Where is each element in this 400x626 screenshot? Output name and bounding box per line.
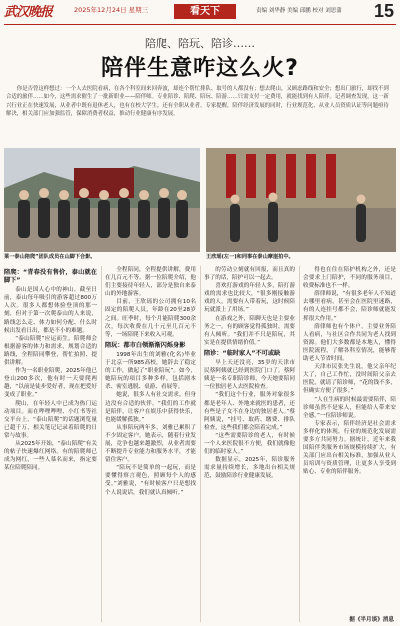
paragraph: “人在生病的时候最需要陪伴，陪诊师虽然不是家人，但能给人带来安全感。”一位陪诊师说。 [303, 396, 396, 419]
page-header [0, 0, 400, 24]
cliff-photo-image [206, 148, 396, 252]
paragraph: 专家表示，陪伴经济是社会需求多样化的体现，行业的规范化发展需要多方共同努力。据统计，近年来我国陪伴类服务市场规模持续扩大，有关部门应出台相关标准，加强从业人员培训与资质管理，让更多人享受到贴心、专业的陪伴服务。 [303, 420, 396, 476]
right-photo-caption: 王欣瑶(左一)和同事在泰山摩崖拍中。 [206, 254, 294, 260]
column-divider [101, 266, 102, 622]
paragraph: 1998年出生的刘雅(化名)毕业于北京一所985高校，她辞去了稳定的工作，做起了“职业陪玩”。如今，她陪玩的项目多种多样，包括剧本杀、密室逃脱、桌游、看展等。 [105, 351, 196, 391]
article-source: 据《半月谈》消息 [349, 617, 394, 623]
group-photo-image [4, 148, 200, 252]
header-rule [4, 24, 396, 25]
section-subhead: 陪玩：都市白领渐渐闪烁身影 [105, 341, 186, 349]
paragraph: 目前，王欣瑶的公司拥有10名固定的陪爬人员，年龄在20至28岁之间。旺季时，每个月能陪爬300余次，每次收费在几十元至几百元不等，一场陪爬下来收入可观。 [105, 299, 196, 338]
dateline: 2025年12月24日 星期三 [74, 6, 149, 14]
column-divider [200, 266, 201, 622]
paragraph: 在游戏之外，陪聊天也是主要业务之一。有的顾客觉得孤独时，需要有人倾听。“我们并不只是陪玩，其实是在提供情绪价值。” [204, 315, 295, 346]
editor-credits: 责编 刘华静 美编 邱鹏 校对 刘思蒲 [256, 8, 342, 14]
paragraph: “陪玩不是简单的一起玩，而是要懂得察言观色，照顾每个人的感受。”刘雅说，“有时候客户只是想找个人说说话，我们就认真倾听。” [105, 465, 196, 496]
paragraph: 作为一名职业陪爬，2025年他已登山200多次，他有时一天要爬两趟，“以前是徒步爱好者，现在把爱好变成了职业。” [4, 368, 97, 399]
paragraph: 从2025年开始，“泰山陪爬”有关的帖子快速爆红网络。有的陪爬师已成为网红，一些人慕名而来，指定要某位陪爬陪同。 [4, 440, 97, 472]
section-badge: 看天下 [174, 4, 236, 19]
cliff-photo [206, 148, 396, 252]
paragraph: 薛律师也有个体户，主要业务陪人看病，与社区合作共同为老人找到资源。他们大多数都是本地人，懂得医院流程，了解各科室情况，能够帮助老人节省时间。 [303, 323, 396, 363]
article-column-4 [303, 266, 396, 612]
article-headline: 陪伴生意咋这么火? [101, 56, 299, 81]
paragraph: “我们这个行业，服务对象很多都是老年人、外地来就医的患者，还有些是子女不在身边的独居老人。”蔡阿姨说，“挂号、取药、缴费、排队检查，这些我们都会陪着完成。” [204, 392, 295, 431]
paragraph: 全程陪同，全程提供讲解，费用在几百元不等。据一位陪爬介绍，他们主要接待年轻人，部分是独自来泰山的外地游客。 [105, 267, 196, 298]
section-subhead: 陪爬：“青春没有售价，泰山就在脚下” [4, 269, 97, 285]
article-lead: 你是否曾这样想过：一个人去医院看病，在各个科室间来回奔波，却连个帮忙排队、取号的人都没有；想去爬山，又顾虑路线和安全；想出门旅行，却找不到合适的旅伴……如今，这些需求催生了一批新职业——陪伴师。专业陪诊、陪爬、陪玩、陪游……只需支付一定费用，就能找到有人陪伴。记者调查发现，这一新兴行业正在快速发展，从业者中既有退休老人，也有在校大学生，还有全职从业者。专家提醒，陪伴经济发展的同时，行业规范化、从业人员资质认证等问题亟待解决，相关部门应加强监管，保障消费者权益，推动行业健康有序发展。 [6, 86, 389, 118]
page-number: 15 [373, 1, 394, 21]
article-column-1 [4, 266, 97, 622]
paragraph: “这些需要陪诊的老人，有时候一个人来医院很不方便，我们就像他们的临时家人。” [204, 432, 295, 456]
column-divider [299, 266, 300, 622]
paragraph: 早上天还没亮，35岁的天津市民蔡阿姨就已经到医院门口了。蔡阿姨是一名专职陪诊师，今天她要陪同一位独居老人去医院检查。 [204, 360, 295, 391]
left-photo-caption: 莱一泰山陪爬”团队成员在山脚下合影。 [4, 254, 96, 260]
paragraph: 她说，很多人有社交需求，但身边没有合适的伙伴。“我们的工作就是陪伴，让客户在娱乐中获得快乐，也能缓解孤独。” [105, 392, 196, 423]
paragraph: 从事陪玩两年多，刘雅已累积了不少固定客户。她表示，随着行业发展，竞争也越来越激烈，从业者需要不断提升专业能力和服务水平，才能留住客户。 [105, 424, 196, 464]
paragraph: 喜欢打游戏的年轻人多，陪打游戏的需求也比较大，“很多刚接触游戏的人，需要有人带着玩，这时候陪玩就派上了用场。” [204, 283, 295, 314]
article-column-3 [204, 266, 295, 622]
paragraph: 泰山是国人心中的神山。截至日前，泰山每年吸引的游客超过800万人次。很多人都想体验登顶的那一刻，但对于第一次爬泰山的人来说，路线怎么走、体力如何分配、什么时候出发看日出，都是不小的难题。 [4, 287, 97, 334]
paragraph: 得也在住在陪护机构之外，还是会要求上门陪护，不同的服务项目，收费标准也不一样。 [303, 267, 396, 290]
group-photo [4, 148, 200, 252]
article-kicker: 陪爬、陪玩、陪诊…… [145, 37, 255, 50]
paragraph: 数据显示，2025年，陪诊服务需求量持续增长，多地出台相关规范，鼓励陪诊行业健康发展。 [204, 457, 295, 480]
article-column-2 [105, 266, 196, 622]
newspaper-logo: 武汉晚报 [4, 5, 53, 20]
paragraph: “泰山陪爬”应运而生。陪爬师会根据游客的体力和需求，规划合适的路线，全程陪同攀登，帮忙拍照、提供讲解。 [4, 335, 97, 367]
paragraph: 的劳动立刻就有回报，而且真的事了的话，陪护可以一起去。 [204, 267, 295, 282]
section-subhead: 陪诊：“临时家人”不可或缺 [204, 349, 281, 357]
paragraph: 薛律师说，“有很多老年人不知道去哪里看病，甚至会在医院里迷路，有的人连挂号都不会，陪诊师就能发挥很大作用。” [303, 291, 396, 322]
paragraph: 天津市民张先生说，他父亲年纪大了，自己工作忙，没时间陪父亲去医院，就请了陪诊师，“花的钱不多，但确实方便了很多。” [303, 364, 396, 395]
paragraph: 爬山，在年轻人中已成为热门运动项目。而在哔哩哔哩、小红书等社交平台上，“泰山陪爬”的话题浏览量已超千万，相关笔记记录着陪爬的日常与故事。 [4, 400, 97, 439]
